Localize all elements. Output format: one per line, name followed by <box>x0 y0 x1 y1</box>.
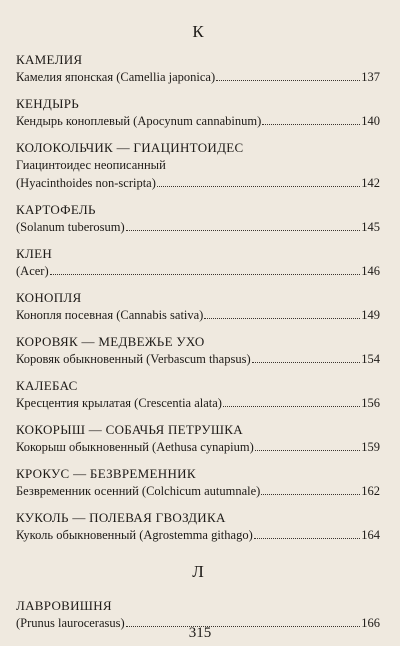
page-ref: 156 <box>361 396 380 410</box>
entry-text: Конопля посевная (Cannabis sativa) <box>16 308 204 322</box>
leader-dots <box>255 439 361 451</box>
entry-line <box>16 112 380 130</box>
index-entry <box>16 378 380 412</box>
entry-heading: КОНОПЛЯ <box>16 290 82 305</box>
page-ref: 162 <box>361 484 380 498</box>
index-entry <box>16 510 380 544</box>
entry-line <box>16 306 380 324</box>
entry-text: Куколь обыкновенный (Agrostemma githago) <box>16 528 253 542</box>
entry-heading: КУКОЛЬ — ПОЛЕВАЯ ГВОЗДИКА <box>16 510 226 525</box>
index-entry <box>16 466 380 500</box>
index-entry <box>16 96 380 130</box>
entry-text: Коровяк обыкновенный (Verbascum thapsus) <box>16 352 251 366</box>
leader-dots <box>50 263 361 275</box>
index-entry <box>16 422 380 456</box>
section-letter-l: Л <box>192 562 204 581</box>
leader-dots <box>254 527 361 539</box>
page-ref: 164 <box>361 528 380 542</box>
entry-heading: КАРТОФЕЛЬ <box>16 202 96 217</box>
page-number: 315 <box>188 625 212 641</box>
entry-heading: ЛАВРОВИШНЯ <box>16 598 112 613</box>
leader-dots <box>261 483 360 495</box>
page-ref: 149 <box>361 308 380 322</box>
page-ref: 140 <box>361 114 380 128</box>
leader-dots <box>157 175 360 187</box>
index-entry <box>16 52 380 86</box>
entry-line <box>16 350 380 368</box>
leader-dots <box>204 307 360 319</box>
leader-dots <box>216 69 360 81</box>
entry-heading: КЕНДЫРЬ <box>16 96 79 111</box>
index-entry <box>16 290 380 324</box>
entry-heading: КОКОРЫШ — СОБАЧЬЯ ПЕТРУШКА <box>16 422 243 437</box>
index-entry <box>16 246 380 280</box>
leader-dots <box>262 113 360 125</box>
leader-dots <box>126 219 361 231</box>
entry-text: (Prunus laurocerasus) <box>16 616 125 630</box>
entry-text: Кресцентия крылатая (Crescentia alata) <box>16 396 222 410</box>
entry-text: (Solanum tuberosum) <box>16 220 125 234</box>
entry-line <box>16 174 380 192</box>
index-content <box>0 22 400 632</box>
entry-heading: КОРОВЯК — МЕДВЕЖЬЕ УХО <box>16 334 205 349</box>
entry-text: Гиацинтоидес неописанный <box>16 158 166 172</box>
entry-line <box>16 482 380 500</box>
index-entry <box>16 334 380 368</box>
entry-line <box>16 68 380 86</box>
entry-text: Камелия японская (Camellia japonica) <box>16 70 216 84</box>
entry-line <box>16 526 380 544</box>
leader-dots <box>252 351 361 363</box>
page-ref: 137 <box>361 70 380 84</box>
page-ref: 154 <box>361 352 380 366</box>
entry-line <box>16 262 380 280</box>
page-ref: 142 <box>361 176 380 190</box>
index-entry <box>16 202 380 236</box>
entry-text: (Acer) <box>16 264 49 278</box>
entry-text: Кендырь коноплевый (Apocynum cannabinum) <box>16 114 262 128</box>
entry-heading: КАЛЕБАС <box>16 378 78 393</box>
entry-line <box>16 438 380 456</box>
entry-heading: КАМЕЛИЯ <box>16 52 83 67</box>
page-ref: 159 <box>361 440 380 454</box>
entry-text: Безвременник осенний (Colchicum autumnale) <box>16 484 261 498</box>
page-ref: 146 <box>361 264 380 278</box>
entry-line <box>16 156 380 174</box>
entry-line <box>16 218 380 236</box>
page-ref: 166 <box>361 616 380 630</box>
page-ref: 145 <box>361 220 380 234</box>
section-letter-k: К <box>192 22 204 41</box>
entry-text: (Hyacinthoides non-scripta) <box>16 176 156 190</box>
index-entry <box>16 140 380 192</box>
entry-heading: КОЛОКОЛЬЧИК — ГИАЦИНТОИДЕС <box>16 140 244 155</box>
leader-dots <box>223 395 360 407</box>
entry-heading: КЛЕН <box>16 246 53 261</box>
entry-line <box>16 394 380 412</box>
entry-heading: КРОКУС — БЕЗВРЕМЕННИК <box>16 466 196 481</box>
entry-text: Кокорыш обыкновенный (Aethusa cynapium) <box>16 440 254 454</box>
